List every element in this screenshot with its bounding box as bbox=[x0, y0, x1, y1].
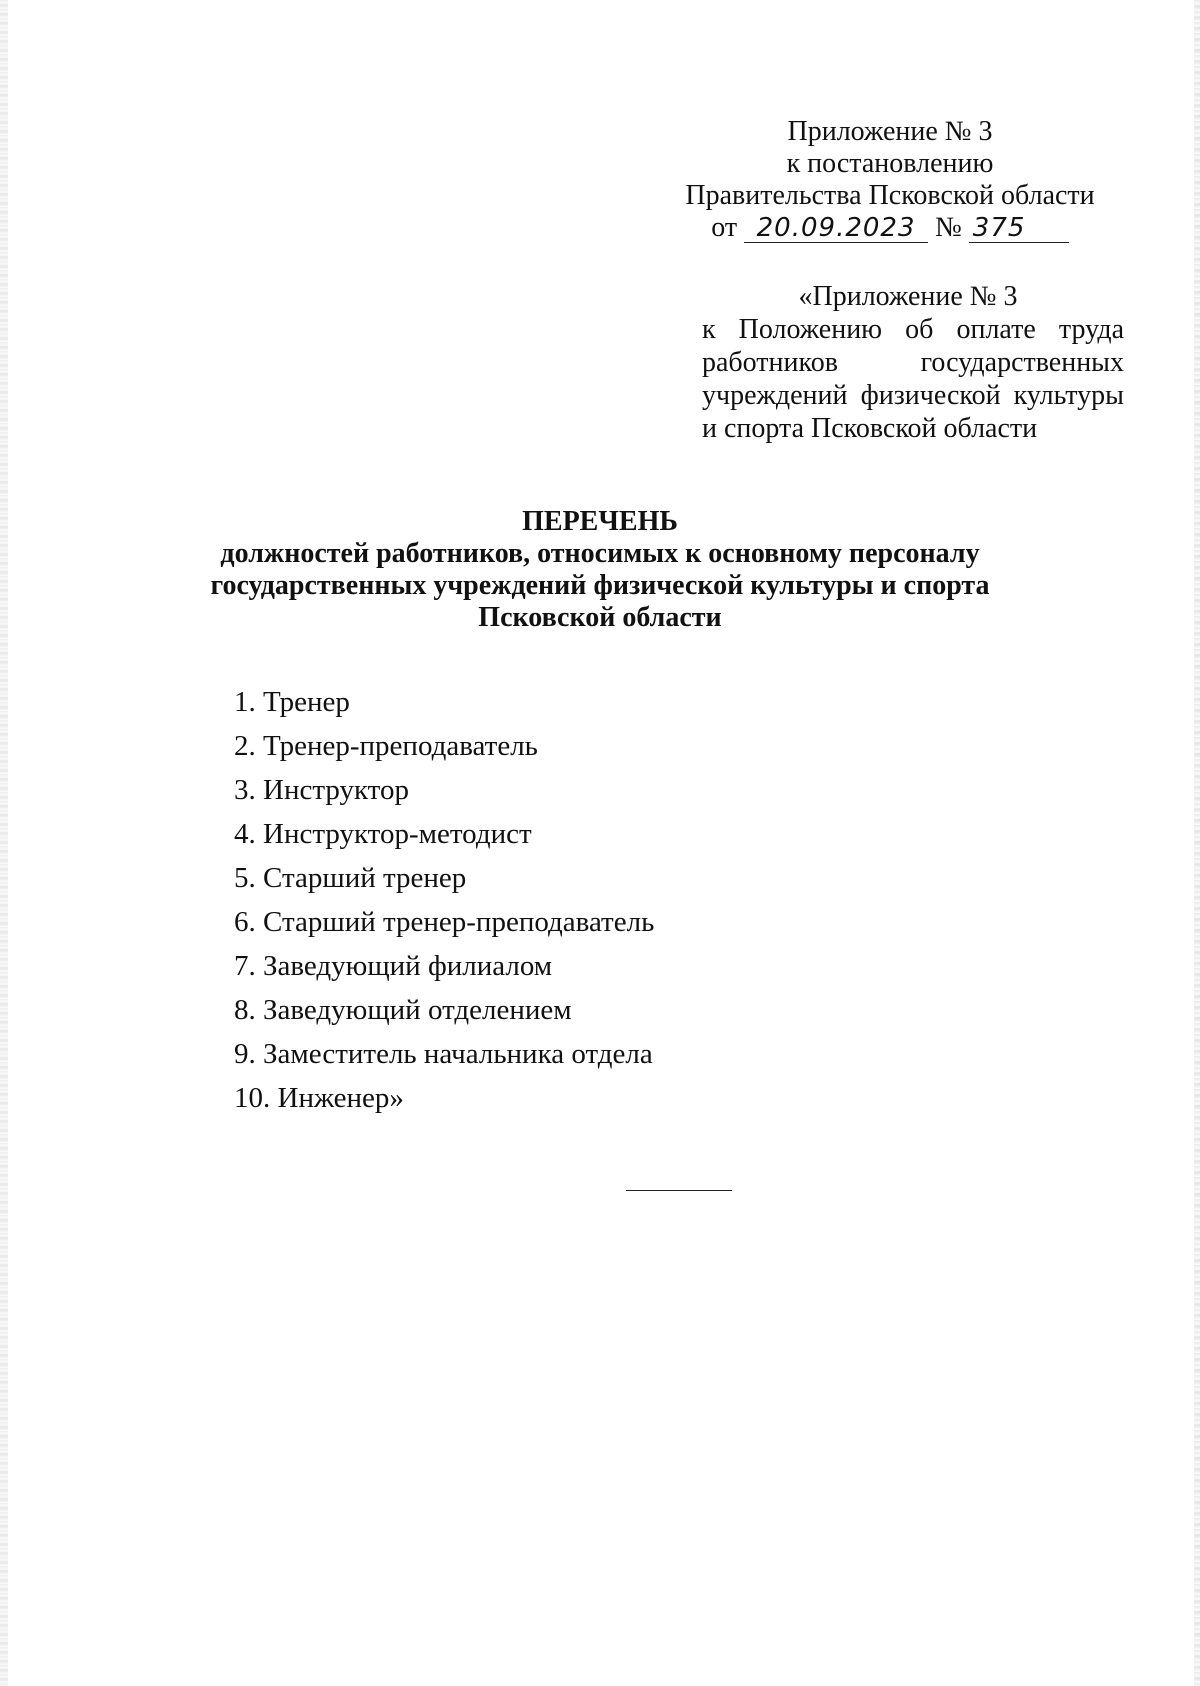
scan-edge-right bbox=[1194, 0, 1200, 1686]
end-divider bbox=[626, 1190, 732, 1191]
approval-line-1: Приложение № 3 bbox=[787, 116, 993, 147]
appendix-heading: «Приложение № 3 bbox=[798, 281, 1018, 312]
appendix-block bbox=[702, 280, 1124, 445]
handwritten-date: 20.09.2023 bbox=[744, 214, 928, 243]
list-item: 4. Инструктор-методист bbox=[234, 818, 532, 850]
list-item: 8. Заведующий отделением bbox=[234, 994, 572, 1026]
number-sign: № bbox=[935, 212, 962, 243]
list-item: 1. Тренер bbox=[234, 686, 350, 718]
handwritten-number: 375 bbox=[969, 214, 1069, 243]
title-sub-2: государственных учреждений физической культуры и спорта bbox=[210, 570, 990, 601]
title-main: ПЕРЕЧЕНЬ bbox=[522, 506, 678, 537]
date-prefix: от bbox=[711, 212, 738, 243]
scan-edge-left bbox=[0, 0, 8, 1686]
list-item: 2. Тренер-преподаватель bbox=[234, 730, 538, 762]
appendix-text: к Положению об оплате труда работников государственных учреждений физической культуры и спорта Псковской области bbox=[702, 314, 1124, 444]
list-item: 6. Старший тренер-преподаватель bbox=[234, 906, 655, 938]
title-sub-3: Псковской области bbox=[478, 602, 722, 633]
positions-list bbox=[234, 680, 1034, 1120]
list-item: 10. Инженер» bbox=[234, 1082, 404, 1114]
list-item: 9. Заместитель начальника отдела bbox=[234, 1038, 653, 1070]
title-sub-1: должностей работников, относимых к основному персоналу bbox=[220, 538, 980, 569]
approval-line-2: к постановлению bbox=[786, 148, 994, 179]
approval-block bbox=[680, 116, 1100, 244]
list-item: 3. Инструктор bbox=[234, 774, 409, 806]
list-item: 5. Старший тренер bbox=[234, 862, 467, 894]
approval-date-line bbox=[680, 212, 1100, 244]
document-title bbox=[150, 506, 1050, 634]
approval-line-3: Правительства Псковской области bbox=[685, 180, 1095, 211]
list-item: 7. Заведующий филиалом bbox=[234, 950, 553, 982]
